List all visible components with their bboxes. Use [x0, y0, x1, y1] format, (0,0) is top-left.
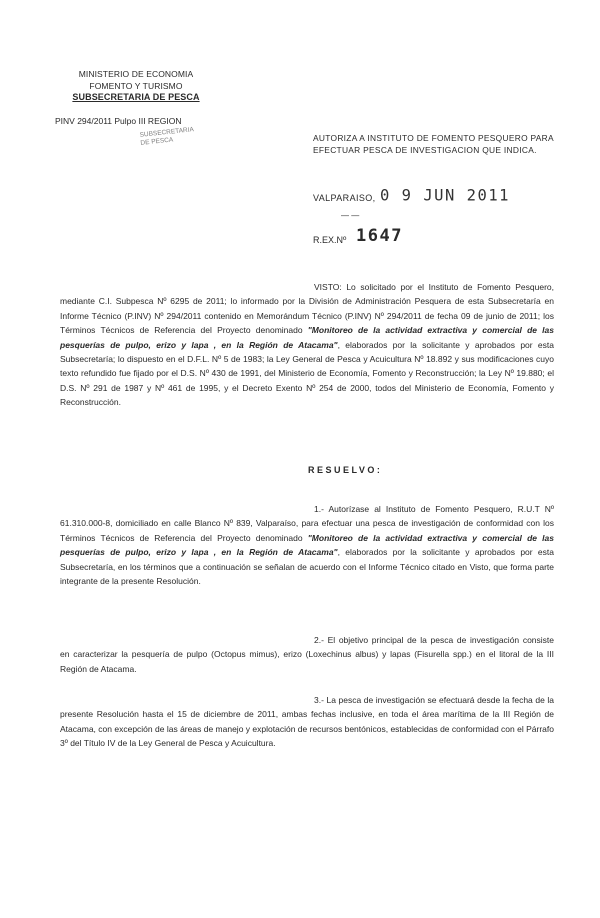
letterhead	[66, 69, 206, 104]
article-2: 2.- El objetivo principal de la pesca de investigación consiste en caracterizar la pesquería de pulpo (Octopus mimus), erizo (Loxechinus albus) y lapas (Fisurella spp.) en el litoral de la III Región de Atacama.	[60, 635, 554, 674]
rex-label: R.EX.Nº	[313, 235, 347, 245]
reference-code: PINV 294/2011 Pulpo III REGION	[55, 116, 182, 126]
office-stamp	[139, 126, 195, 148]
place-label: VALPARAISO,	[313, 193, 376, 203]
visto-paragraph	[60, 280, 554, 410]
article-1-project-title: "Monitoreo de la actividad extractiva y comercial de las pesquerías de pulpo, erizo y lapa , en la Región de Atacama"	[60, 532, 554, 558]
stamp-line-1: SUBSECRETARIA	[139, 126, 195, 139]
rex-number: 1647	[356, 226, 403, 246]
number-dash: — —	[341, 211, 360, 220]
article-1-text-a: 1.- Autorízase al Instituto de Fomento Pesquero, R.U.T Nº 61.310.000-8, domiciliado en calle Blanco Nº 839, Valparaíso, para efectuar una pesca de investigación de conformidad con los Términos Técnicos de Referencia del Proyecto denominado	[60, 504, 554, 543]
article-1	[60, 502, 554, 588]
resolution-subject: AUTORIZA A INSTITUTO DE FOMENTO PESQUERO PARA EFECTUAR PESCA DE INVESTIGACION QUE INDICA.	[313, 133, 554, 155]
visto-project-title: "Monitoreo de la actividad extractiva y comercial de las pesquerías de pulpo, erizo y lapa , en la Región de Atacama"	[60, 325, 554, 350]
visto-text-c: , elaborados por la solicitante y aprobados por esta Subsecretaría; lo dispuesto en el D.F.L. Nº 5 de 1983; la Ley General de Pesca y Acuicultura Nº 18.892 y sus modificaciones cuyo texto refundido fue fijado por el D.S. Nº 430 de 1991, del Ministerio de Economía, Fomento y Reconstrucción; la Ley Nº 19.880; el D.S. Nº 291 de 1987 y Nº 461 de 1995, y el Decreto Exento Nº 254 de 2000, todos del Ministerio de Economía, Fomento y Reconstrucción.	[60, 339, 554, 408]
subsecretaria-title: SUBSECRETARIA DE PESCA	[72, 92, 200, 102]
article-1-text-c: , elaborados por la solicitante y aprobados por esta Subsecretaría, en los términos que a continuación se señalan de acuerdo con el Informe Técnico citado en Visto, que forma parte integrante de la presente Resolución.	[60, 547, 554, 587]
ministry-line-1: MINISTERIO DE ECONOMIA	[78, 69, 194, 79]
resuelvo-heading: RESUELVO:	[308, 465, 383, 475]
stamp-line-2: DE PESCA	[140, 136, 174, 147]
date-stamp: 0 9 JUN 2011	[380, 185, 510, 205]
ministry-line-2: FOMENTO Y TURISMO	[89, 80, 183, 91]
article-3: 3.- La pesca de investigación se efectuará desde la fecha de la presente Resolución hasta el 15 de diciembre de 2011, ambas fechas inclusive, en toda el área marítima de la III Región de Atacama, con excepción de las áreas de manejo y explotación de recursos bentónicos, establecidas de conformidad con el Párrafo 3º del Título IV de la Ley General de Pesca y Acuicultura.	[60, 695, 554, 749]
visto-text-a: VISTO: Lo solicitado por el Instituto de Fomento Pesquero, mediante C.I. Subpesca Nº 6295 de 2011; lo informado por la División de Administración Pesquera de esta Subsecretaría en Informe Técnico (P.INV) Nº 294/2011 contenido en Memorándum Técnico (P.INV) Nº 294/2011 de fecha 09 de junio de 2011; los Términos Técnicos de Referencia del Proyecto denominado	[60, 282, 554, 336]
